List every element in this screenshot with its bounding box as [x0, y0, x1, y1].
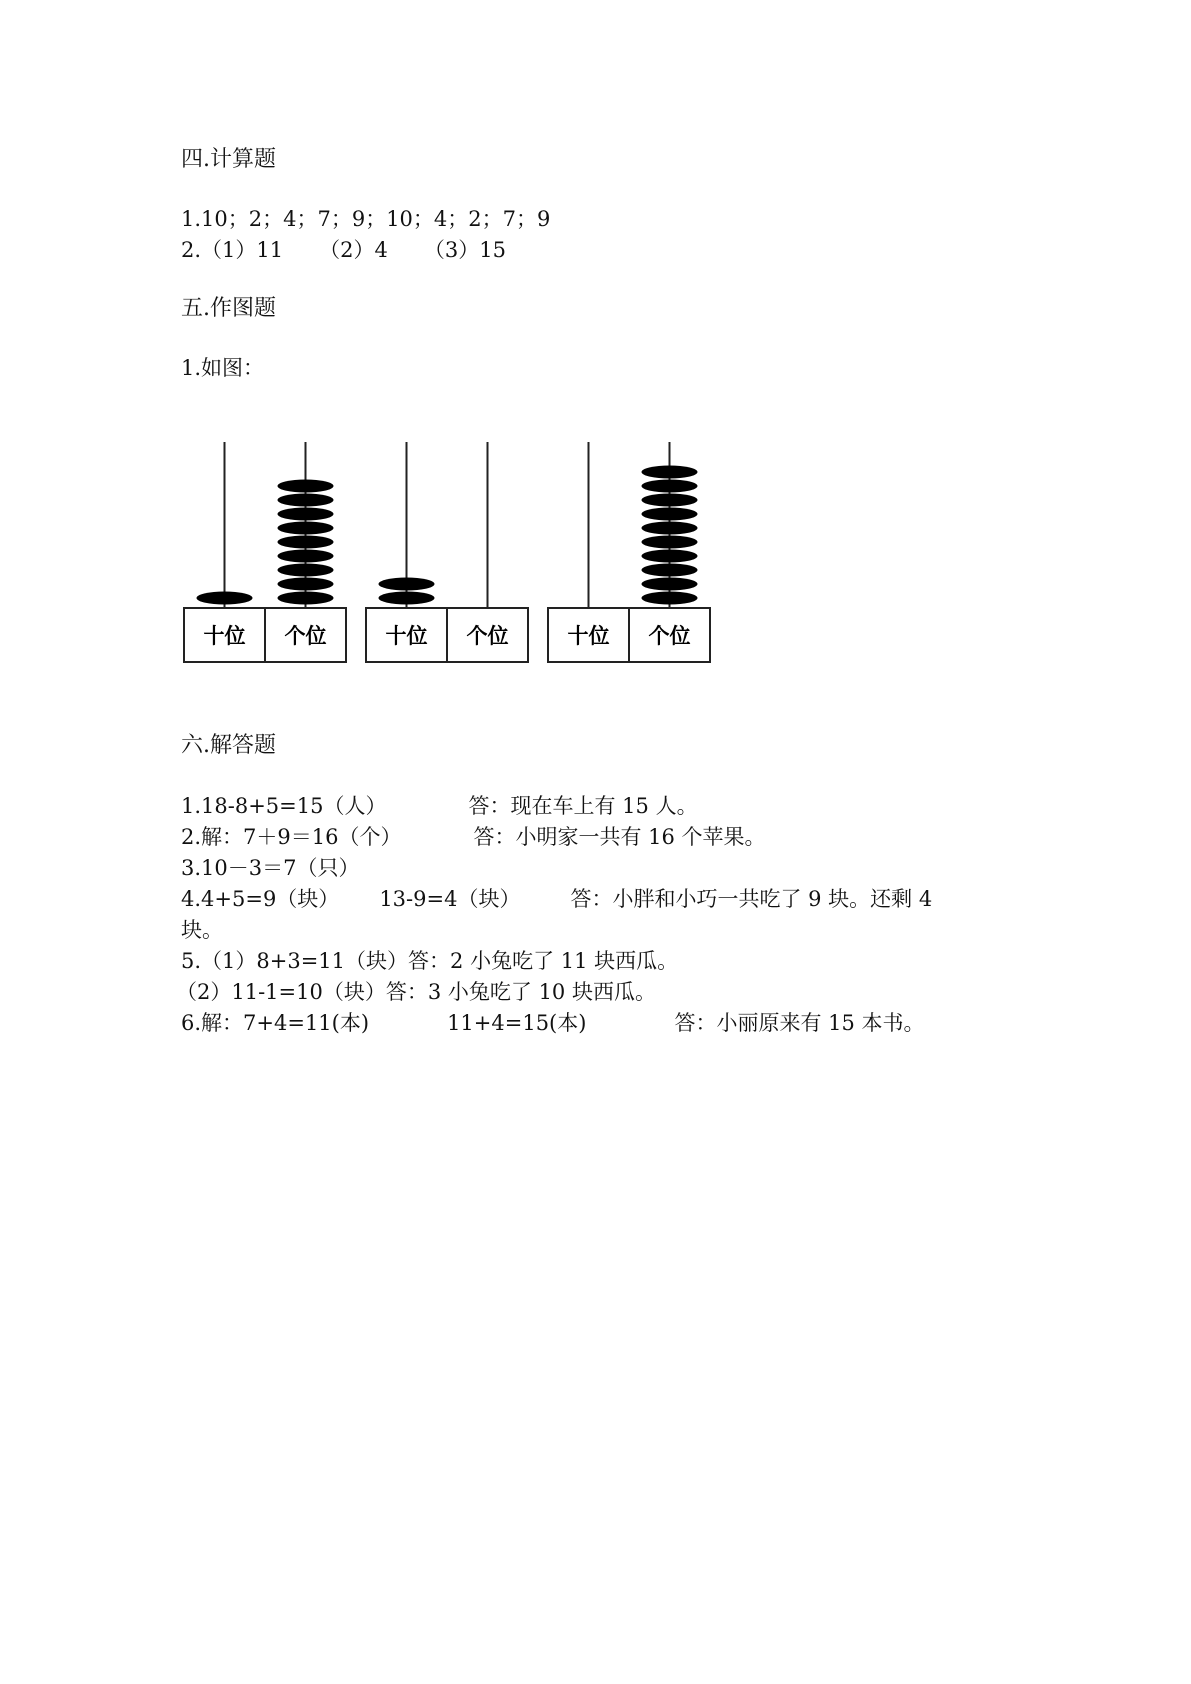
answer-6-6-calc-1: 6.解：7+4=11(本) [181, 1011, 370, 1035]
abacus-bead-ones [278, 508, 334, 521]
answer-6-4-calc-1: 4.4+5=9（块） [181, 887, 340, 911]
answer-6-2-calc: 2.解：7＋9＝16（个） [181, 825, 402, 849]
answer-4-2-part-2: （2）4 [319, 238, 388, 262]
answer-6-2 [181, 823, 766, 851]
abacus-bead-ones [642, 592, 698, 605]
abacus-bead-ones [278, 592, 334, 605]
abacus-bead-ones [642, 508, 698, 521]
abacus-bead-ones [642, 480, 698, 493]
answer-6-6-answer: 答：小丽原来有 15 本书。 [674, 1011, 925, 1035]
abacus-bead-tens [197, 592, 253, 605]
abacus-bead-ones [642, 494, 698, 507]
abacus-bead-ones [278, 536, 334, 549]
abacus-bead-tens [379, 578, 435, 591]
answer-4-1: 1.10；2；4；7；9；10；4；2；7；9 [181, 207, 551, 231]
abacus-label-tens: 十位 [203, 624, 246, 648]
answer-6-2-answer: 答：小明家一共有 16 个苹果。 [473, 825, 766, 849]
answer-6-1-answer: 答：现在车上有 15 人。 [468, 794, 698, 818]
answer-6-6 [181, 1009, 925, 1037]
abacus-figure [180, 430, 740, 670]
abacus-label-ones: 个位 [466, 624, 509, 648]
answer-6-1 [181, 792, 698, 820]
abacus-label-tens: 十位 [567, 624, 610, 648]
answer-6-6-calc-2: 11+4=15(本) [447, 1011, 587, 1035]
section-4-heading: 四.计算题 [181, 147, 276, 172]
abacus-bead-ones [278, 550, 334, 563]
answer-6-4 [181, 885, 932, 913]
abacus-bead-ones [278, 564, 334, 577]
answer-6-5-line-1: 5.（1）8+3=11（块）答：2 小兔吃了 11 块西瓜。 [181, 949, 679, 973]
answer-6-4-answer: 答：小胖和小巧一共吃了 9 块。还剩 4 [570, 887, 933, 911]
section-5-heading: 五.作图题 [181, 296, 276, 321]
section-6-heading: 六.解答题 [181, 733, 276, 758]
abacus-bead-ones [642, 550, 698, 563]
abacus-label-ones: 个位 [284, 624, 327, 648]
abacus-bead-ones [642, 536, 698, 549]
abacus-bead-ones [642, 578, 698, 591]
answer-6-3: 3.10－3＝7（只） [181, 856, 360, 880]
answer-4-2-part-3: （3）15 [423, 238, 506, 262]
abacus-bead-tens [379, 592, 435, 605]
answer-4-2 [181, 236, 506, 264]
abacus-bead-ones [278, 480, 334, 493]
abacus-label-tens: 十位 [385, 624, 428, 648]
abacus-bead-ones [278, 494, 334, 507]
answer-6-4-cont: 块。 [181, 918, 223, 942]
abacus-bead-ones [642, 564, 698, 577]
answer-5-1: 1.如图： [181, 356, 265, 380]
answer-6-5-line-2: （2）11-1=10（块）答：3 小兔吃了 10 块西瓜。 [176, 980, 656, 1004]
answer-6-1-calc: 1.18-8+5=15（人） [181, 794, 387, 818]
abacus-label-ones: 个位 [648, 624, 691, 648]
abacus-bead-ones [278, 522, 334, 535]
answer-4-2-prefix: 2. [181, 238, 202, 262]
answer-6-4-calc-2: 13-9=4（块） [379, 887, 521, 911]
answer-4-2-part-1: （1）11 [201, 238, 284, 262]
abacus-bead-ones [642, 522, 698, 535]
abacus-bead-ones [642, 466, 698, 479]
abacus-bead-ones [278, 578, 334, 591]
